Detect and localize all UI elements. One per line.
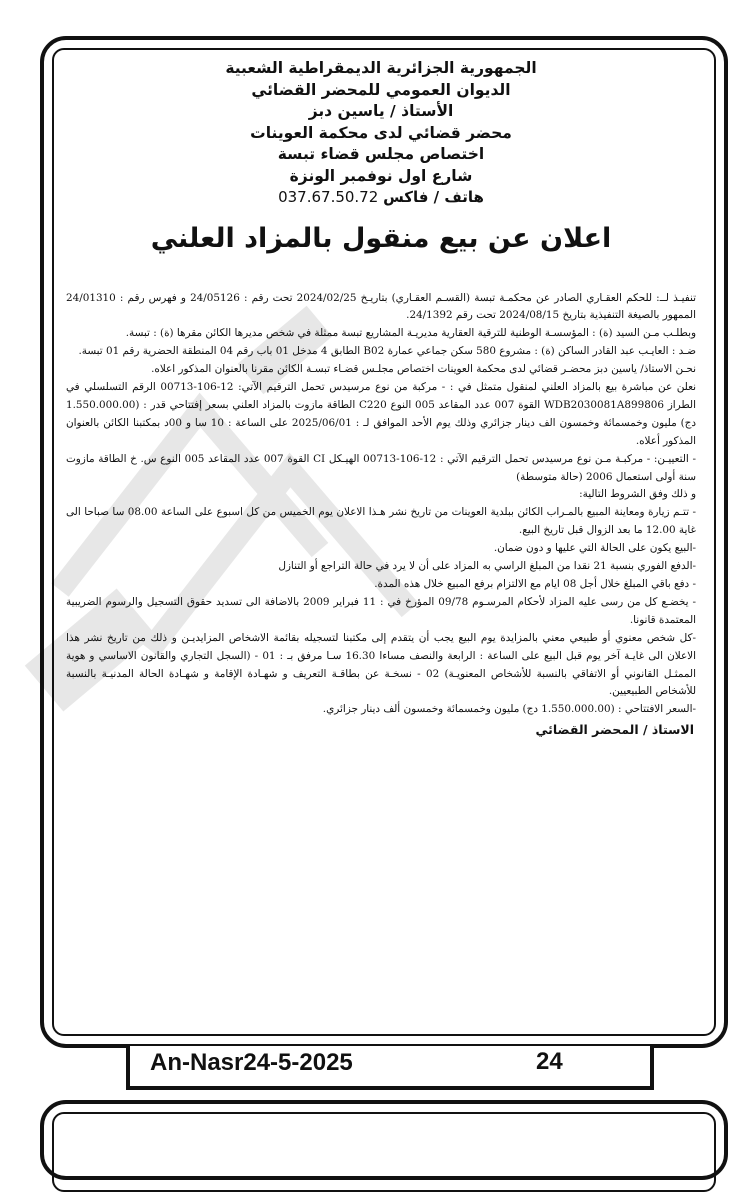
body-paragraph: - تتـم زيارة ومعاينة المبيع بالمـراب الكائن ببلدية العوينات من تاريخ نشر هـذا الاعلان يوم الخميس من كل اسبوع على الساعة 08.00 سا صباحا الى غاية 12.00 ما بعد الزوال قبل تاريخ البيع.	[66, 506, 696, 537]
body-paragraph: - يخضـع كل من رسى عليه المزاد لأحكام المرسـوم 09/78 المؤرخ في : 11 فبراير 2009 بالاضافة الى تسديد حقوق التسجيل والرسوم الضريبية المعتمدة قانونا.	[66, 595, 696, 626]
next-notice-inner-frame	[52, 1112, 716, 1192]
body-paragraph: نحـن الاستاذ/ ياسين دبز محضـر قضائي لدى محكمة العوينات اختصاص مجلـس قضـاء تبسـة الكائن مقرنا بالعنوان المذكور اعلاه.	[151, 363, 696, 376]
body-paragraph: و ذلك وفق الشروط التالية:	[579, 488, 696, 501]
page-number: 24	[536, 1048, 563, 1075]
bailiff-name: الأستاذ / ياسين دبز	[308, 102, 454, 120]
body-paragraph: -كل شخص معنوي أو طبيعي معني بالمزايدة يوم البيع يجب أن يتقدم إلى مكتبنا لتسجيله بقائمة الاشخاص المزايديـن و ذلك من تاريخ نشر هذا الاعلان الى غايـة آخر يوم قبل البيع على الساعة : الرابعة والنصف مساءا 16.30 سـا مرفق بـ : 01 - (السجل التجاري والقانون الاساسي و هوية الممثـل القانوني أو الاتفاقي بالنسبة للأشخاص المعنويـة) 02 - نسخـة عن بطاقـة التعريف و شهـادة الإقامة و شهـادة الحالة المدنيـة بالنسبة للأشخاص الطبيعيين.	[66, 631, 696, 698]
phone-line	[62, 187, 700, 209]
notice-headline: اعلان عن بيع منقول بالمزاد العلني	[150, 222, 612, 254]
office-address: شارع اول نوفمبر الونزة	[289, 166, 473, 185]
body-paragraph: -الدفع الفوري بنسبة 21 نقدا من المبلغ الراسي به المزاد على أن لا يرد في حالة التراجع أو التنازل	[278, 560, 696, 573]
footer-bar	[126, 1046, 654, 1090]
phone-number: 037.67.50.72	[278, 188, 379, 206]
office-name: الديوان العمومي للمحضر القضائي	[251, 80, 511, 99]
body-paragraph: -السعر الافتتاحي : (1.550.000.00 دج) مليون وخمسمائة وخمسون ألف دينار جزائري.	[322, 703, 696, 716]
body-paragraph: - دفع باقي المبلغ خلال أجل 08 ايام مع الالتزام برفع المبيع خلال هذه المدة.	[374, 578, 696, 590]
notice-body	[62, 290, 700, 720]
body-paragraph: ضـد : العايـب عبد القادر الساكن (ة) : مشروع 580 سكن جماعي عمارة B02 الطابق 4 مدخل 01 باب رقم 04 المنطقة الحضرية رقم 01 تبسة.	[78, 345, 696, 358]
body-paragraph: نعلن عن مباشرة بيع بالمزاد العلني لمنقول متمثل في : - مركبة من نوع مرسيدس تحمل الترقيم الآتي: 12-106-00713 الرقم التسلسلي في الطراز WDB2030081A899806 القوة 007 عدد المقاعد 005 النوع C220 الطاقة مازوت بالمزاد العلني بسعر إفتتاحي قدر : (1.550.000.00 دج) مليون وخمسمائة وخمسون الف دينار جزائري وذلك يوم الأحد الموافق لـ : 2025/06/01 على الساعة : 10 سا و 00د بمكتبنا الكائن بالعنوان المذكور أعلاه.	[66, 381, 696, 447]
country-name: الجمهورية الجزائرية الديمقراطية الشعبية	[225, 59, 537, 77]
publication-date: An-Nasr24-5-2025	[150, 1049, 353, 1076]
letterhead	[62, 58, 700, 209]
phone-label: هاتف / فاكس	[383, 188, 484, 206]
notice-content	[62, 58, 700, 737]
body-paragraph: -البيع يكون على الحالة التي عليها و دون ضمان.	[493, 542, 696, 555]
body-paragraph: تنفيـذ لــ: للحكم العقـاري الصادر عن محكمـة تبسة (القسـم العقـاري) بتاريـخ 2024/02/25 تحت رقم : 24/05126 و فهرس رقم : 24/01310 الممهور بالصيغة التنفيذية بتاريخ 2024/08/15 تحت رقم 24/1392.	[66, 291, 696, 322]
signature: الاستاذ / المحضر القضائي	[535, 722, 694, 738]
body-paragraph: - التعييـن: - مركبـة مـن نوع مرسيدس تحمل الترقيم الآتي : 12-106-00713 الهيـكل CI القوة 007 عدد المقاعد 005 النوع س. خ الطاقة مازوت سنة أولى استعمال 2006 (حالة متوسطة)	[66, 452, 696, 483]
jurisdiction: اختصاص مجلس قضاء تبسة	[277, 145, 485, 163]
body-paragraph: وبطلـب مـن السيد (ة) : المؤسسـة الوطنية للترقية العقارية مديريـة المشاريع تبسة ممثلة في شخص مديرها الكائن مقرها (ة) : تبسة.	[125, 327, 696, 340]
bailiff-court: محضر قضائي لدى محكمة العوينات	[250, 123, 512, 142]
